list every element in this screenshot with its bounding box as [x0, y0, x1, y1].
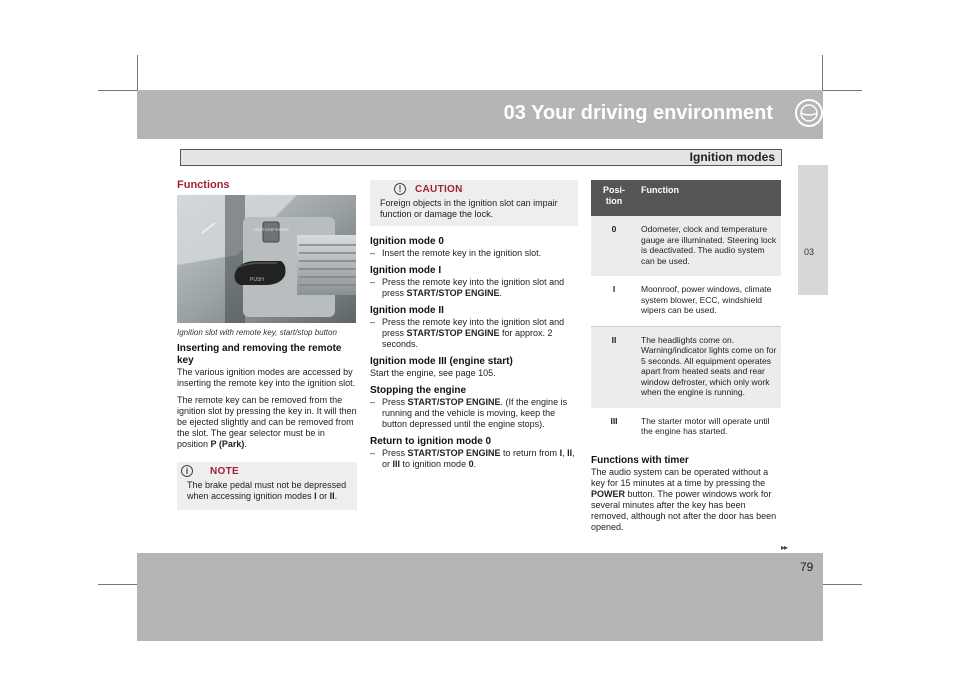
crop-mark: [137, 55, 138, 91]
warning-icon: !: [394, 183, 406, 195]
caution-box: [370, 180, 578, 226]
stopping-engine-section: [370, 385, 578, 430]
caution-text: Foreign objects in the ignition slot can impair function or damage the lock.: [380, 198, 558, 219]
ignition-mode-2-section: [370, 305, 578, 350]
crop-mark: [822, 584, 862, 585]
ignition-mode-0-section: [370, 236, 578, 259]
table-cell-function: The headlights come on. Warning/indicator lights come on for 5 seconds. All equipment operates apart from heated seats and rear window defroster, which only work when the engine is running.: [637, 326, 781, 408]
ignition-mode-3-section: [370, 356, 578, 379]
table-cell-position: II: [591, 326, 637, 408]
push-label: PUSH: [250, 277, 264, 283]
insert-remove-heading: Inserting and removing the remote key: [177, 343, 342, 366]
table-row: [591, 408, 781, 447]
insert-paragraph-2: The remote key can be removed from the ignition slot by pressing the key in. It will then be ejected slightly and can be removed from the slot. The gear selector must be in position P (Park).: [177, 395, 357, 449]
return-mode-0-heading: Return to ignition mode 0: [370, 436, 492, 447]
timer-text: The audio system can be operated without a key for 15 minutes at a time by pressing the POWER button. The power windows work for several minutes after the key has been removed, although not after the door has been opened.: [591, 466, 777, 532]
continued-arrow-icon: ▸▸: [781, 543, 788, 552]
note-label: NOTE: [210, 466, 239, 477]
timer-heading: Functions with timer: [591, 454, 689, 466]
caution-label: CAUTION: [415, 184, 463, 195]
table-cell-function: The starter motor will operate until the engine has started.: [641, 415, 770, 436]
table-cell-function: Moonroof, power windows, climate system blower, ECC, windshield wipers can be used.: [637, 276, 781, 326]
chapter-tab-label: 03: [804, 247, 815, 257]
ignition-mode-3-heading: Ignition mode III (engine start): [370, 356, 513, 367]
crop-mark: [822, 55, 823, 91]
header-band: [137, 90, 823, 139]
crop-mark: [822, 90, 862, 91]
ignition-slot-photo: [177, 195, 356, 323]
ignition-mode-3-text: Start the engine, see page 105.: [370, 368, 496, 378]
info-icon: i: [181, 465, 193, 477]
footer-band: [137, 553, 823, 641]
right-column: [591, 180, 783, 539]
table-row: [591, 276, 781, 326]
table-cell-position: I: [591, 276, 637, 326]
table-cell-position: 0: [591, 216, 637, 276]
ignition-mode-1-section: [370, 265, 578, 299]
table-row: [591, 326, 781, 408]
stopping-engine-step: – Press START/STOP ENGINE. (If the engine is running and the vehicle is moving, keep the button depressed until the engine stops).: [370, 397, 578, 430]
start-stop-button-label: START STOP ENGINE: [253, 228, 289, 232]
page-number: 79: [800, 560, 814, 574]
ignition-mode-1-step: – Press the remote key into the ignition slot and press START/STOP ENGINE.: [370, 277, 578, 299]
ignition-mode-0-step: – Insert the remote key in the ignition slot.: [370, 248, 578, 259]
table-cell-function: Odometer, clock and temperature gauge are illuminated. Steering lock is deactivated. The audio system can be used.: [637, 216, 781, 276]
middle-column: [370, 180, 578, 476]
chapter-tab: [798, 165, 828, 295]
stopping-engine-heading: Stopping the engine: [370, 385, 467, 396]
functions-heading: Functions: [177, 179, 230, 191]
ignition-mode-2-heading: Ignition mode II: [370, 305, 444, 316]
ignition-photo-illustration: [177, 195, 356, 323]
table-cell-position: III: [610, 415, 618, 426]
chapter-title: 03 Your driving environment: [503, 102, 773, 124]
ignition-modes-table: [591, 180, 781, 447]
section-header: [180, 149, 782, 166]
table-row: [591, 216, 781, 276]
insert-paragraph-1: The various ignition modes are accessed by inserting the remote key into the ignition slot.: [177, 367, 356, 388]
crop-mark: [98, 584, 138, 585]
park-position: P (Park): [210, 439, 245, 449]
return-mode-0-step: – Press START/STOP ENGINE to return from I, II, or III to ignition mode 0.: [370, 448, 578, 470]
photo-caption: Ignition slot with remote key, start/stop button: [177, 328, 337, 337]
ignition-mode-0-heading: Ignition mode 0: [370, 236, 444, 247]
left-column: [177, 180, 357, 510]
section-title: Ignition modes: [689, 150, 775, 164]
steering-wheel-icon: [794, 98, 824, 128]
ignition-mode-2-step: – Press the remote key into the ignition slot and press START/STOP ENGINE for approx. 2 seconds.: [370, 317, 578, 350]
ignition-mode-1-heading: Ignition mode I: [370, 265, 442, 276]
table-header-position: Posi-tion: [591, 180, 637, 216]
note-text: The brake pedal must not be depressed when accessing ignition modes I or II.: [187, 480, 347, 501]
crop-mark: [98, 90, 138, 91]
table-header-function: Function: [637, 180, 781, 216]
timer-section: [591, 455, 783, 533]
note-box: [177, 462, 357, 510]
return-mode-0-section: [370, 436, 578, 470]
